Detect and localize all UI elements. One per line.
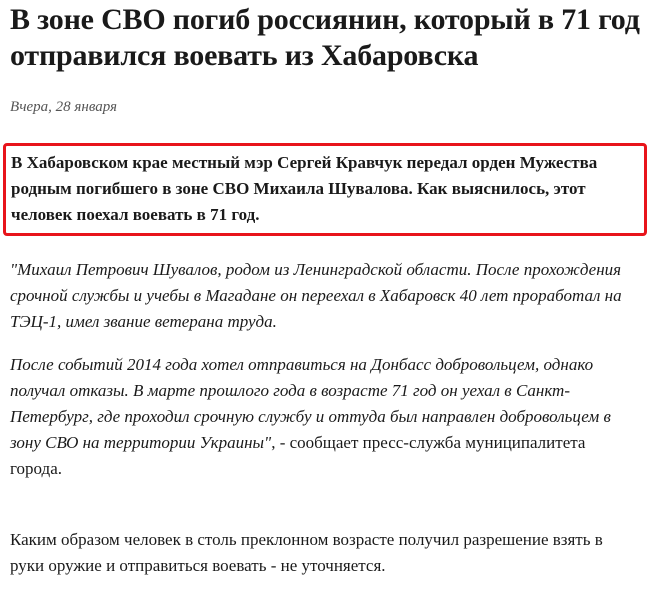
lead-text: В Хабаровском крае местный мэр Сергей Кравчук передал орден Мужества родным погибшего в зоне СВО Михаила Шувалова. Как выяснилось, этот человек поехал воевать в 71 год. xyxy=(11,153,598,224)
quote-paragraph-1: "Михаил Петрович Шувалов, родом из Ленинградской области. После прохождения срочной службы и учебы в Магадане он переехал в Хабаровск 40 лет проработал на ТЭЦ-1, имел звание ветерана труда. xyxy=(10,260,622,331)
quote-paragraph-2-italic: После событий 2014 года хотел отправиться на Донбасс добровольцем, однако получал отказы. В марте прошлого года в возрасте 71 год он уехал в Санкт-Петербург, где проходил срочную службу и оттуда был направлен добровольцем в зону СВО на территории Украины" xyxy=(10,355,611,452)
quote-paragraph-2 xyxy=(10,352,640,482)
closing-paragraph: Каким образом человек в столь преклонном возрасте получил разрешение взять в руки оружие и отправиться воевать - не уточняется. xyxy=(10,530,603,575)
publish-date: Вчера, 28 января xyxy=(10,99,118,115)
lead-highlight-box xyxy=(3,143,647,236)
article-title: В зоне СВО погиб россиянин, который в 71 год отправился воевать из Хабаровска xyxy=(10,3,640,72)
quote-attribution: , - сообщает пресс-служба муниципалитета города. xyxy=(10,433,586,478)
